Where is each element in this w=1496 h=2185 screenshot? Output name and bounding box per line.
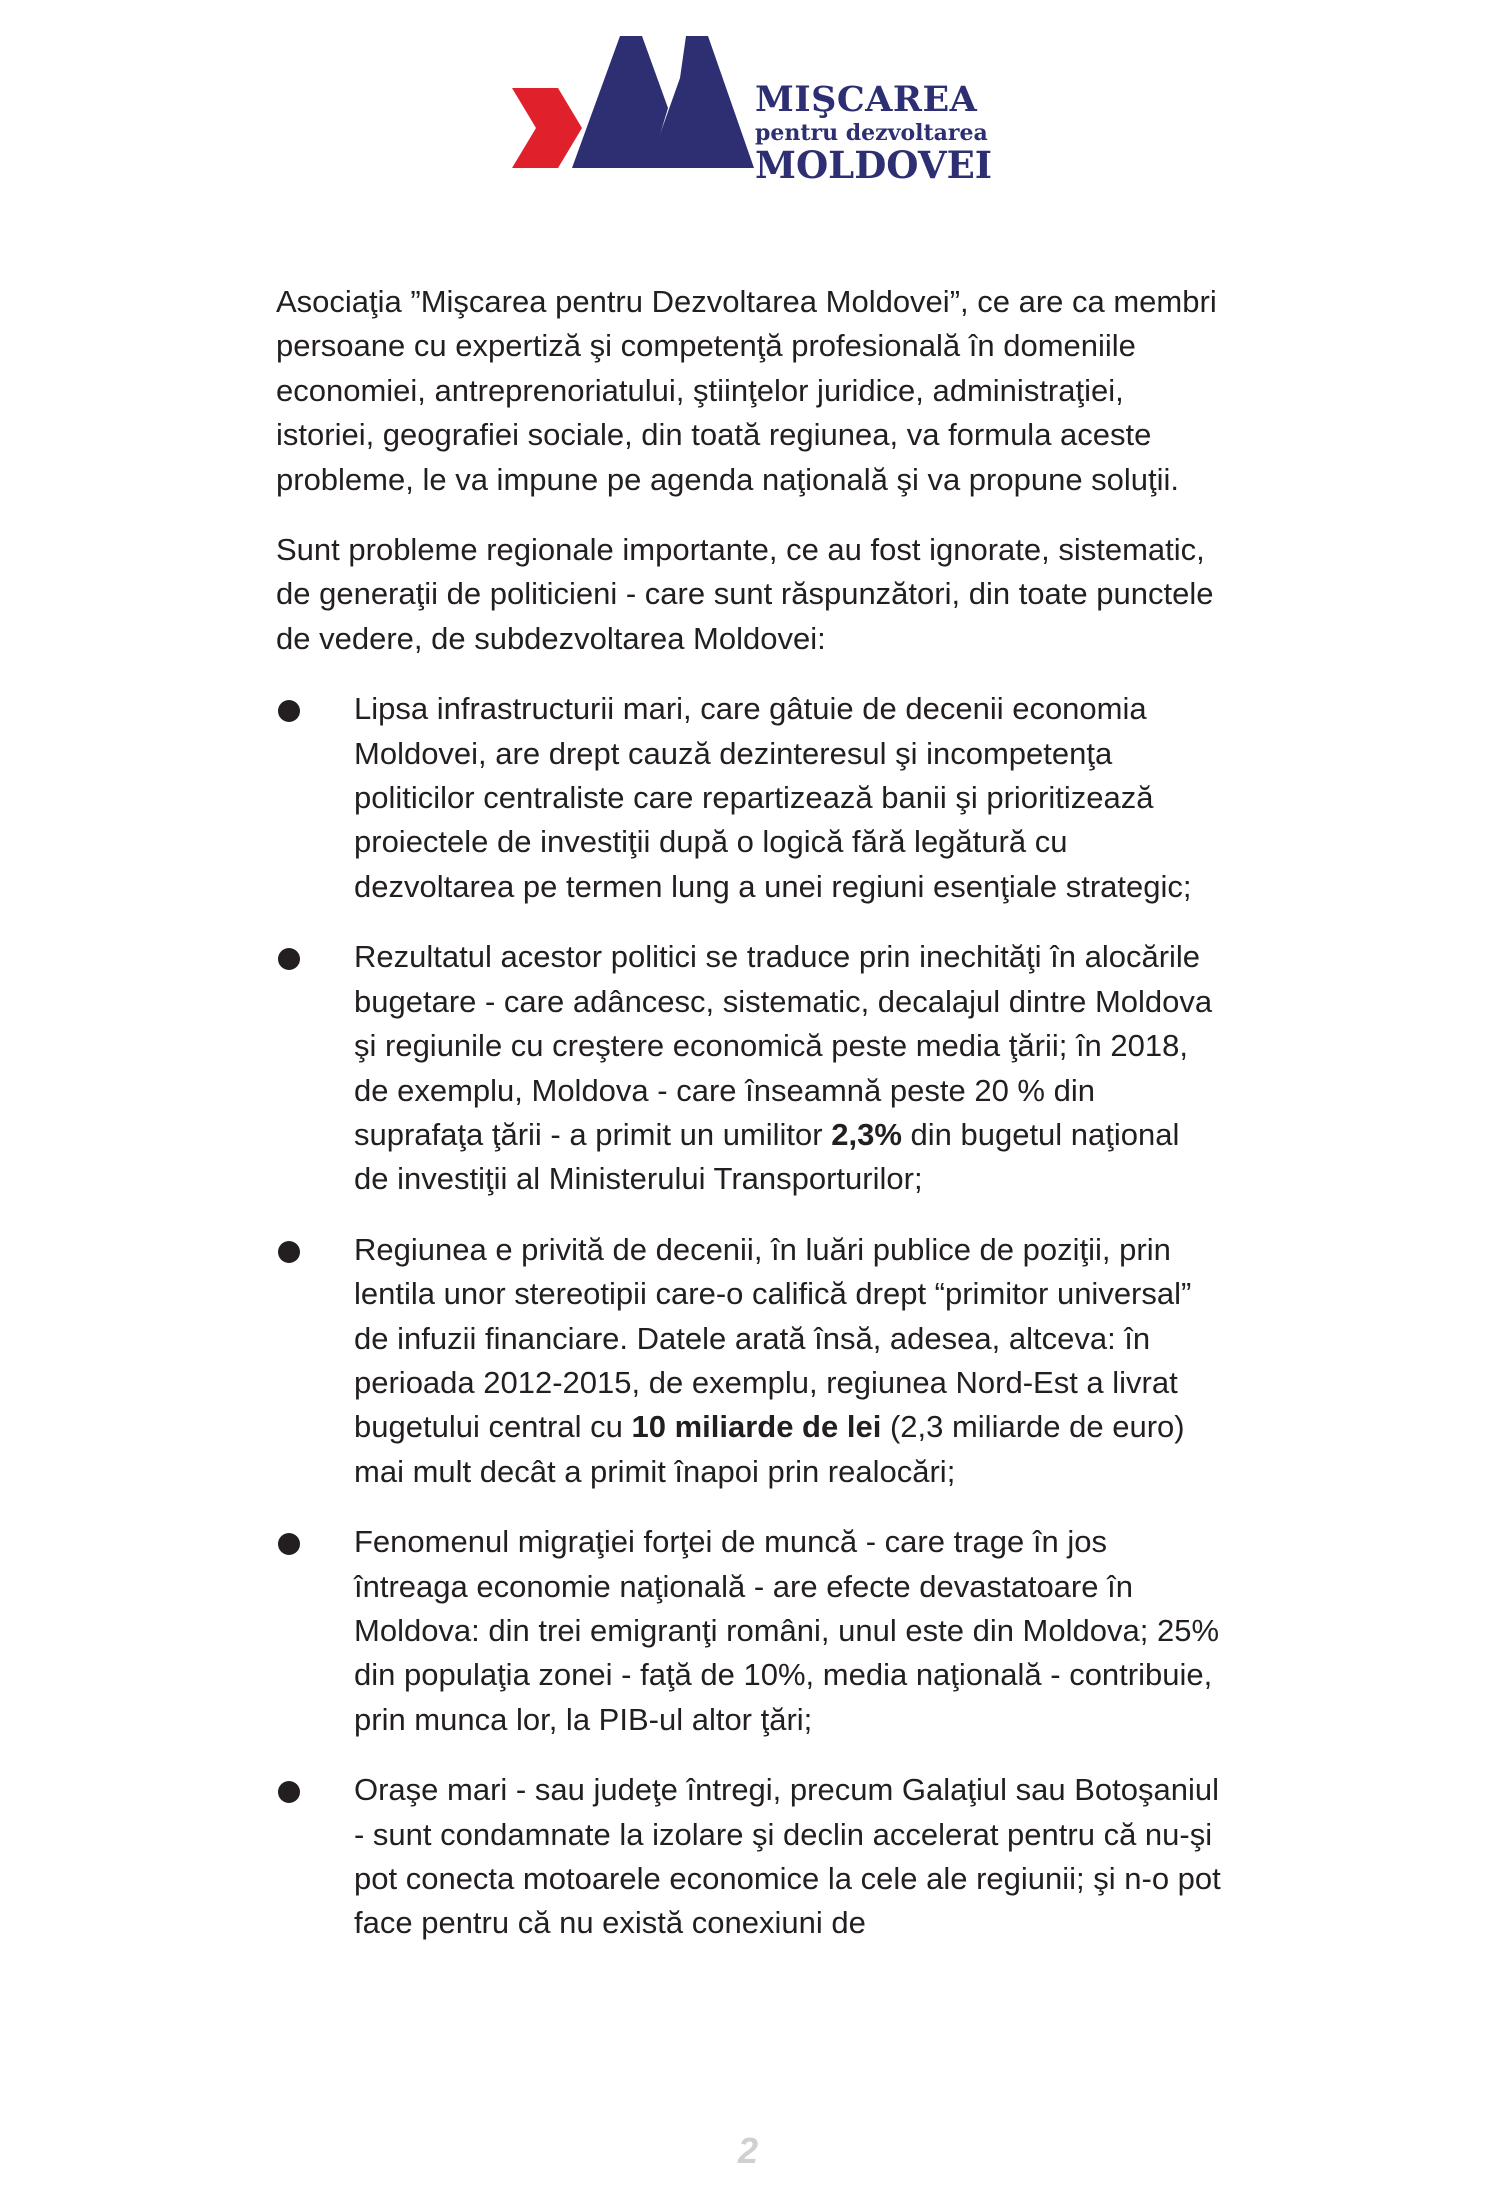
list-item-text-end: din bugetul naţional de investiţii al Ministerului Transporturilor; xyxy=(354,1116,1180,1197)
logo-line-moldovei: MOLDOVEI xyxy=(755,143,993,187)
list-item-text: Oraşe mari - sau judeţe întregi, precum Galaţiul sau Botoşaniul - sunt condamnate la izolare şi declin accelerat pentru că nu-şi pot conecta motoarele economice la cele ale regiunii; şi n-o pot face pentru că nu există conexiuni de xyxy=(354,1772,1221,1941)
bullet-icon xyxy=(278,948,300,970)
bullet-icon xyxy=(278,700,300,722)
list-item-text-end: (2,3 miliarde de euro) mai mult decât a primit înapoi prin realocări; xyxy=(354,1409,1185,1489)
problems-paragraph: Sunt probleme regionale importante, ce au fost ignorate, sistematic, de generaţii de politicieni - care sunt răspunzători, din toate punctele de vedere, de subdezvoltarea Moldovei: xyxy=(276,532,1214,656)
list-item xyxy=(276,1520,1221,1742)
list-item-emphasis: 2,3% xyxy=(831,1116,902,1152)
logo-mark xyxy=(510,30,760,180)
logo-line-pentru: pentru dezvoltarea xyxy=(755,120,988,146)
list-item-emphasis: 10 miliarde de lei xyxy=(631,1409,882,1445)
list-item-text: Lipsa infrastructurii mari, care gâtuie de decenii economia Moldovei, are drept cauză dezinteresul şi incompetenţa politicilor centraliste care repartizează banii şi prioritizează proiectele de investiţii după o logică fără legătură cu dezvoltarea pe termen lung a unei regiuni esenţiale strategic; xyxy=(354,691,1192,904)
document-body xyxy=(276,280,1221,1972)
page-number: 2 xyxy=(737,2130,759,2171)
list-item xyxy=(276,935,1221,1201)
list-item xyxy=(276,1768,1221,1946)
problems-list xyxy=(276,687,1221,1946)
bullet-icon xyxy=(278,1241,300,1263)
bullet-icon xyxy=(278,1781,300,1803)
logo-navy-peak-left xyxy=(572,36,668,168)
list-item xyxy=(276,687,1221,909)
list-item-text: Rezultatul acestor politici se traduce prin inechităţi în alocările bugetare - care adâncesc, sistematic, decalajul dintre Moldova şi regiunile cu creştere economică peste media ţării; în 2018, de exemplu, Moldova - care înseamnă peste 20 % din suprafaţa ţării - a primit un umilitor xyxy=(354,939,1213,1152)
bullet-icon xyxy=(278,1533,300,1555)
logo-wordmark xyxy=(755,79,993,187)
organization-logo xyxy=(510,30,993,190)
list-item xyxy=(276,1228,1221,1494)
list-item-text: Fenomenul migraţiei forţei de muncă - care trage în jos întreaga economie naţională - are efecte devastatoare în Moldova: din trei emigranţi români, unul este din Moldova; 25% din populaţia zonei - faţă de 10%, media naţională - contribuie, prin munca lor, la PIB-ul altor ţări; xyxy=(354,1524,1220,1737)
logo-line-miscarea: MIŞCAREA xyxy=(755,79,978,120)
intro-paragraph: Asociaţia ”Mişcarea pentru Dezvoltarea Moldovei”, ce are ca membri persoane cu expertiză şi competenţă profesională în domeniile economiei, antreprenoriatului, ştiinţelor juridice, administraţiei, istoriei, geografiei sociale, din toată regiunea, va formula aceste probleme, le va impune pe agenda naţională şi va propune soluţii. xyxy=(276,284,1217,497)
logo-red-chevron xyxy=(512,88,582,168)
list-item-text: Regiunea e privită de decenii, în luări publice de poziţii, prin lentila unor stereotipii care-o califică drept “primitor universal” de infuzii financiare. Datele arată însă, adesea, altceva: în perioada 2012-2015, de exemplu, regiunea Nord-Est a livrat bugetului central cu xyxy=(354,1231,1192,1445)
